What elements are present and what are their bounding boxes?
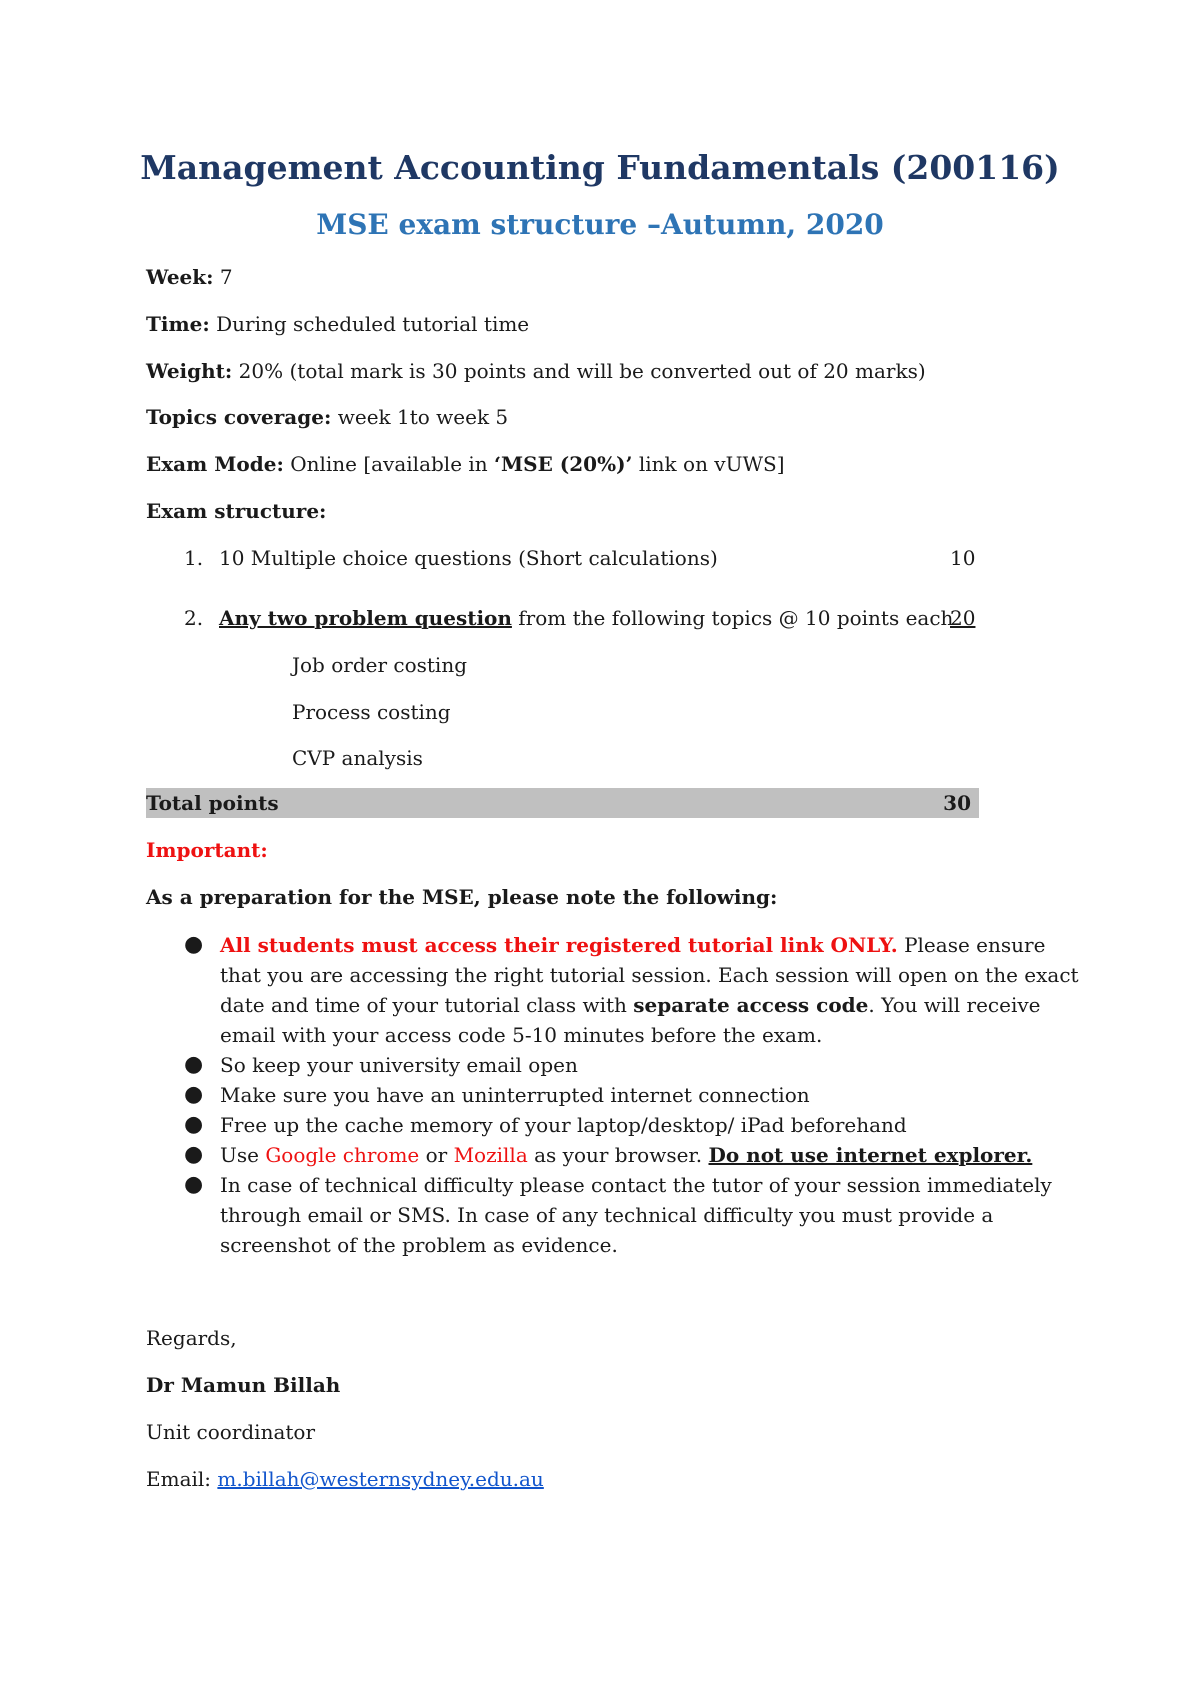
structure-item-1-text: 10 Multiple choice questions (Short calculations) [219,546,718,570]
list-item [184,1050,1084,1080]
mode-value-post: link on vUWS] [632,452,785,476]
email-link[interactable]: m.billah@westernsydney.edu.au [217,1467,544,1491]
mode-value-pre: Online [available in [290,452,495,476]
weight-label: Weight: [146,359,233,383]
time-label: Time: [146,312,210,336]
bullet-5-text-b: as your browser. [527,1143,709,1167]
preparation-list [184,930,1084,1260]
bullet-icon: ● [184,1142,204,1167]
topics-line [146,405,508,429]
email-label: Email: [146,1467,218,1491]
list-item [184,930,1084,1050]
structure-item-2-number: 2. [184,606,204,630]
bullet-1-text-b: . You will receive email with your access code 5-10 minutes before the exam. [220,993,1041,1047]
bullet-3-text: Make sure you have an uninterrupted internet connection [220,1083,810,1107]
list-item [184,1110,1084,1140]
bullet-5-mozilla: Mozilla [453,1143,528,1167]
total-points-value: 30 [943,791,971,815]
week-value: 7 [219,265,233,289]
week-label: Week: [146,265,214,289]
important-label: Important: [146,838,268,862]
bullet-icon: ● [184,1112,204,1137]
topics-value: week 1to week 5 [337,405,509,429]
document-title: Management Accounting Fundamentals (200116) [140,148,1060,187]
structure-item-2-rest: from the following topics @ 10 points each [511,606,954,630]
bullet-1-bold: separate access code [633,993,869,1017]
list-item [184,1080,1084,1110]
mode-line [146,452,785,476]
bullet-icon: ● [184,1082,204,1107]
bullet-5-warning: Do not use internet explorer. [708,1143,1033,1167]
list-item [184,1140,1084,1170]
structure-item-2-bold: Any two problem question [219,606,512,630]
weight-value: 20% (total mark is 30 points and will be converted out of 20 marks) [238,359,926,383]
structure-item-1-number: 1. [184,546,204,570]
topic-job-order: Job order costing [292,653,467,677]
time-line [146,312,529,336]
bullet-5-chrome: Google chrome [265,1143,420,1167]
bullet-icon: ● [184,1172,204,1197]
signature-email-line [146,1467,544,1491]
signature-regards: Regards, [146,1326,237,1350]
preparation-label: As a preparation for the MSE, please note the following: [146,885,778,909]
mode-label: Exam Mode: [146,452,284,476]
week-line [146,265,233,289]
mode-value-bold: ‘MSE (20%)’ [494,452,633,476]
bullet-5-text-a: Use [220,1143,266,1167]
bullet-1-red: All students must access their registered tutorial link ONLY. [220,933,898,957]
structure-item-2-points: 20 [950,606,976,630]
topic-cvp: CVP analysis [292,746,423,770]
weight-line [146,359,926,383]
document-subtitle: MSE exam structure –Autumn, 2020 [316,208,884,241]
bullet-2-text: So keep your university email open [220,1053,578,1077]
bullet-4-text: Free up the cache memory of your laptop/desktop/ iPad beforehand [220,1113,907,1137]
topics-label: Topics coverage: [146,405,332,429]
total-points-label: Total points [146,791,279,815]
structure-item-1-points: 10 [950,546,976,570]
bullet-icon: ● [184,932,204,957]
signature-name: Dr Mamun Billah [146,1373,341,1397]
topic-process: Process costing [292,700,451,724]
total-points-row [146,788,979,818]
bullet-6-text: In case of technical difficulty please contact the tutor of your session immediately through email or SMS. In case of any technical difficulty you must provide a screenshot of the problem as evidence. [220,1173,1052,1257]
bullet-1-text-a: Please ensure that you are accessing the right tutorial session. Each session will open on the exact date and time of your tutorial class with [220,933,1079,1017]
structure-item-2-text [219,606,953,630]
bullet-icon: ● [184,1052,204,1077]
time-value: During scheduled tutorial time [216,312,530,336]
list-item [184,1170,1084,1260]
bullet-5-or: or [419,1143,454,1167]
signature-role: Unit coordinator [146,1420,316,1444]
structure-label: Exam structure: [146,499,327,523]
